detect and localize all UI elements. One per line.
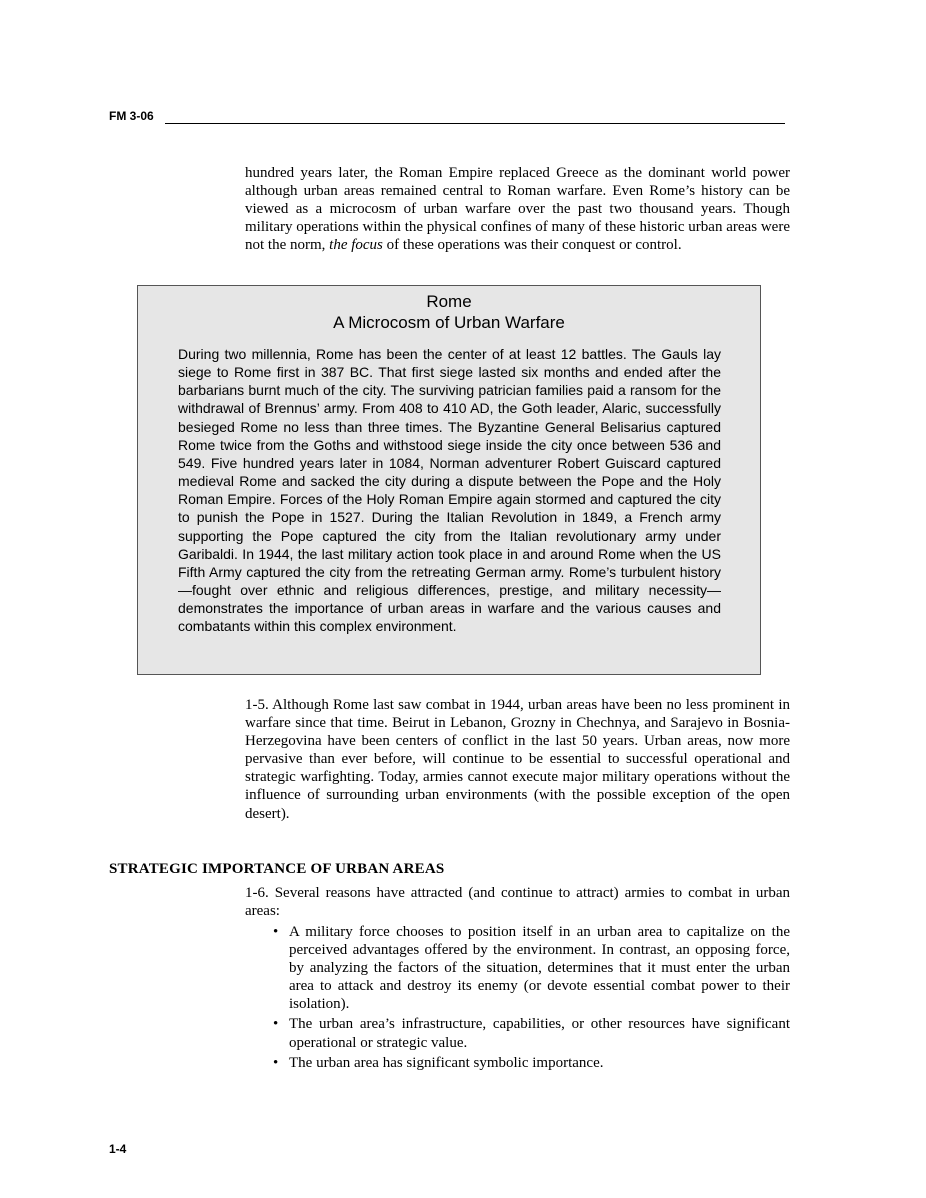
sidebar-title	[138, 291, 760, 333]
bullet-icon: •	[273, 924, 279, 940]
sidebar-title-line2: A Microcosm of Urban Warfare	[333, 313, 565, 332]
intro-emphasis: the focus	[329, 237, 383, 254]
intro-paragraph	[245, 164, 790, 254]
list-item-text: A military force chooses to position itself in an urban area to capitalize on the perceived advantages offered by the environment. In contrast, an opposing force, by analyzing the factors of the situation, determines that it must enter the urban area to attack and destroy its enemy (or devote essential combat power to their isolation).	[289, 924, 790, 1013]
bullet-icon: •	[273, 1054, 279, 1071]
list-item	[273, 1054, 790, 1072]
paragraph-1-6: 1-6. Several reasons have attracted (and continue to attract) armies to combat in urban areas:	[245, 885, 790, 920]
rome-sidebar-box	[137, 285, 761, 675]
running-header	[109, 108, 785, 126]
intro-text-end: of these operations was their conquest or control.	[382, 237, 682, 254]
list-item-text: The urban area’s infrastructure, capabilities, or other resources have significant operational or strategic value.	[289, 1016, 790, 1051]
list-item	[273, 923, 790, 1013]
manual-number: FM 3-06	[109, 109, 154, 123]
list-item	[273, 1015, 790, 1051]
sidebar-title-line1: Rome	[426, 292, 472, 311]
page-number: 1-4	[109, 1142, 127, 1156]
bullet-icon: •	[273, 1016, 279, 1033]
reasons-list	[273, 923, 790, 1074]
sidebar-body: During two millennia, Rome has been the center of at least 12 battles. The Gauls lay siege to Rome first in 387 BC. That first siege lasted six months and ended after the barbarians burnt much of the city. The surviving patrician families paid a ransom for the withdrawal of Brennus’ army. From 408 to 410 AD, the Goth leader, Alaric, successfully besieged Rome no less than three times. The Byzantine General Belisarius captured Rome twice from the Goths and withstood siege inside the city once between 536 and 549. Five hundred years later in 1084, Norman adventurer Robert Guiscard captured medieval Rome and sacked the city during a dispute between the Pope and the Holy Roman Empire. Forces of the Holy Roman Empire again stormed and captured the city to punish the Pope in 1527. During the Italian Revolution in 1849, a French army supporting the Pope captured the city from the Italian revolutionary army under Garibaldi. In 1944, the last military action took place in and around Rome when the US Fifth Army captured the city from the retreating German army. Rome’s turbulent history—fought over ethnic and religious differences, prestige, and military necessity—demonstrates the importance of urban areas in warfare and the various causes and combatants within this complex environment.	[178, 346, 721, 635]
section-heading: STRATEGIC IMPORTANCE OF URBAN AREAS	[109, 861, 445, 877]
intro-text: hundred years later, the Roman Empire replaced Greece as the dominant world power although urban areas remained central to Roman warfare. Even Rome’s history can be viewed as a microcosm of urban warfare over the past two thousand years. Though military operations within the physical confines of many of these historic urban areas were not the norm,	[245, 165, 790, 254]
list-item-text: The urban area has significant symbolic importance.	[289, 1054, 604, 1071]
paragraph-1-5: 1-5. Although Rome last saw combat in 1944, urban areas have been no less prominent in warfare since that time. Beirut in Lebanon, Grozny in Chechnya, and Sarajevo in Bosnia-Herzegovina have been centers of conflict in the last 50 years. Urban areas, now more pervasive than ever before, will continue to be essential to successful operational and strategic warfighting. Today, armies cannot execute major military operations without the influence of surrounding urban environments (with the possible exception of the open desert).	[245, 697, 790, 822]
header-rule	[165, 123, 785, 124]
